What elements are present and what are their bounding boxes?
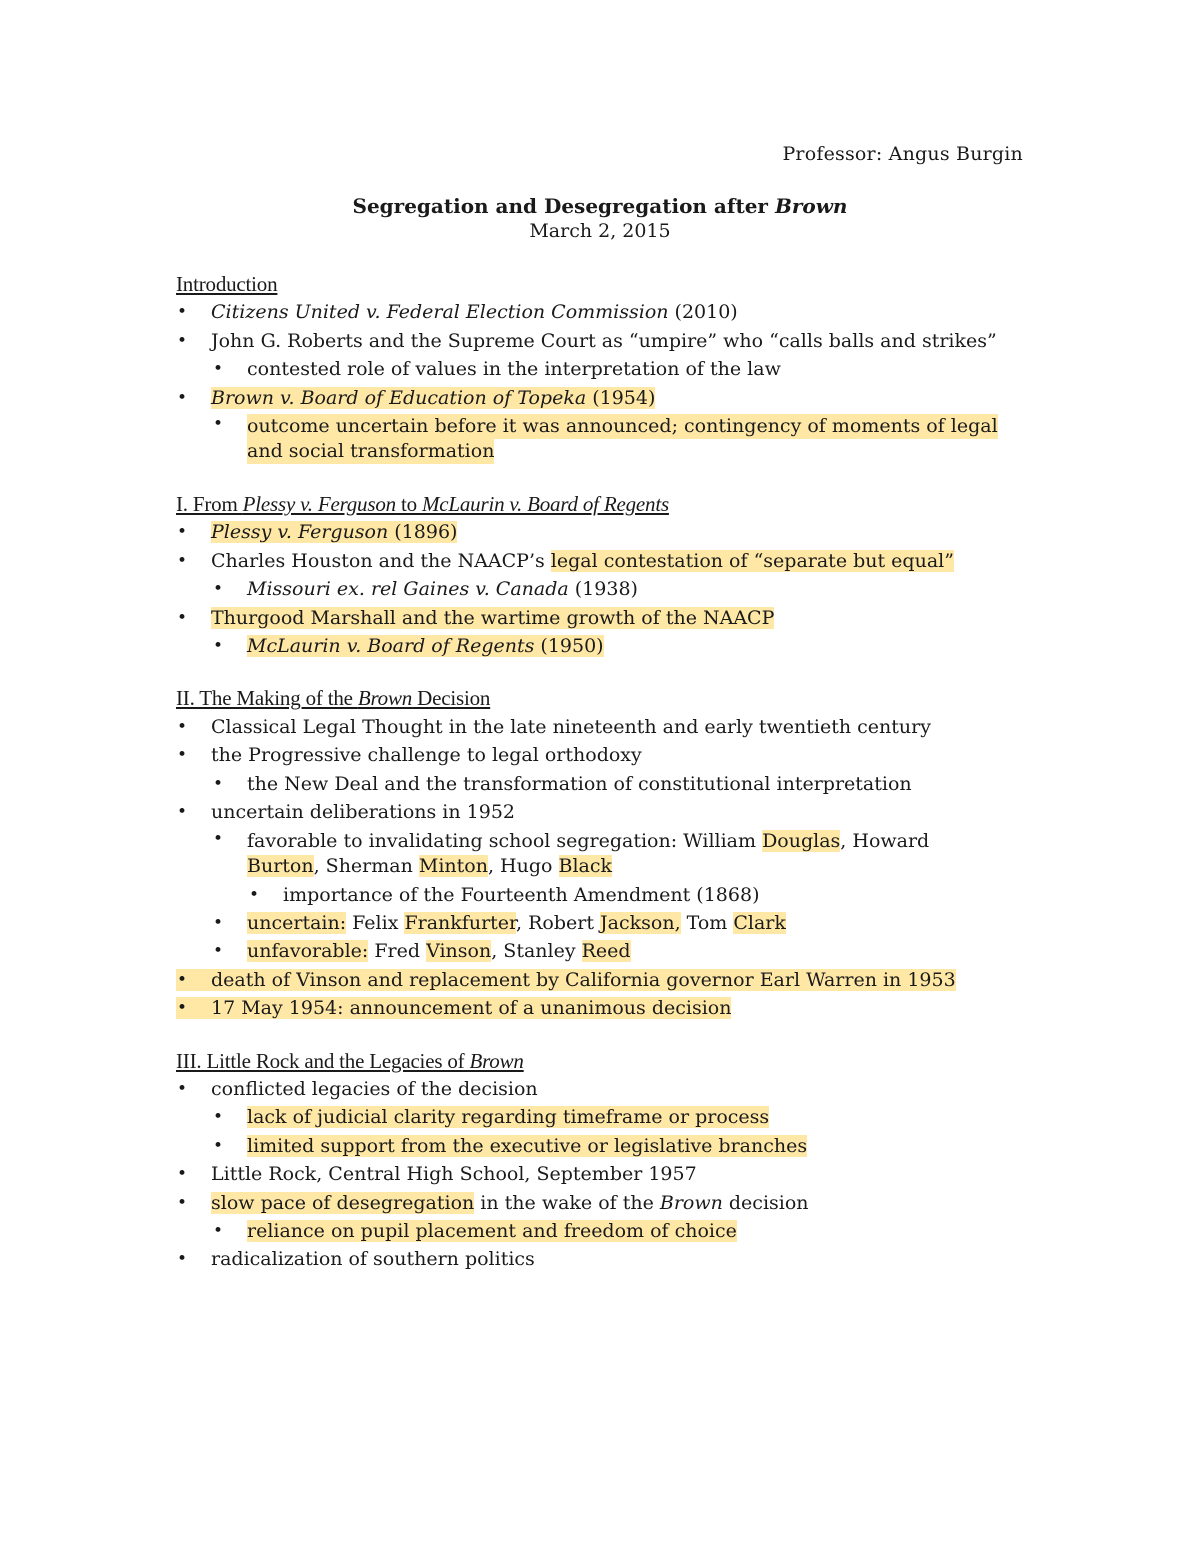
case-year: (1896) — [388, 521, 458, 544]
item-text: Tom — [680, 911, 734, 934]
highlighted-text — [211, 387, 655, 409]
list-item — [176, 1160, 1036, 1188]
case-name: Brown v. Board of Education of Topeka — [211, 386, 587, 409]
outline — [176, 270, 1036, 1274]
section-heading-3 — [176, 1047, 1036, 1075]
item-text: Fred — [368, 940, 427, 963]
item-text: , Howard — [840, 829, 930, 852]
item-text: Little Rock, Central High School, September 1957 — [211, 1163, 697, 1186]
highlighted-text: lack of judicial clarity regarding timeframe or process — [247, 1106, 770, 1129]
section-heading-introduction: Introduction — [176, 272, 278, 296]
highlighted-text — [176, 997, 731, 1019]
case-year: (2010) — [668, 301, 738, 324]
list-item — [176, 1132, 1036, 1160]
item-text: Felix — [346, 911, 405, 934]
list-item — [176, 798, 1036, 826]
list-item — [176, 518, 1036, 546]
list-item — [176, 881, 1036, 909]
item-text: radicalization of southern politics — [211, 1248, 535, 1271]
case-year: (1950) — [534, 635, 604, 658]
highlighted-text — [211, 521, 457, 543]
professor-line: Professor: Angus Burgin — [782, 143, 1023, 165]
item-text: the New Deal and the transformation of constitutional interpretation — [247, 772, 912, 795]
heading-italic: Plessy v. Ferguson — [242, 492, 396, 517]
case-name: Plessy v. Ferguson — [211, 521, 389, 544]
item-text: importance of the Fourteenth Amendment (1868) — [283, 883, 760, 906]
highlighted-text: and social transformation — [247, 440, 495, 463]
case-year: (1938) — [568, 578, 638, 601]
list-item — [176, 355, 1036, 383]
case-name: Citizens United v. Federal Election Commission — [211, 301, 669, 324]
heading-italic: Brown — [469, 1048, 524, 1073]
bullet-icon: • — [177, 1164, 188, 1185]
list-item — [176, 384, 1036, 412]
list-item — [176, 994, 1036, 1022]
bullet-icon: • — [213, 912, 224, 933]
list-item — [176, 1189, 1036, 1217]
bullet-icon: • — [213, 1107, 224, 1128]
case-name: McLaurin v. Board of Regents — [247, 635, 535, 658]
justice-name: Frankfurter — [404, 911, 517, 934]
highlighted-text: legal contestation of “separate but equal” — [550, 549, 954, 572]
heading-text: II. The Making of the — [176, 686, 358, 711]
heading-italic: Brown — [357, 686, 413, 711]
title-text: Segregation and Desegregation after — [352, 194, 775, 218]
heading-text: Decision — [412, 686, 491, 711]
bullet-icon: • — [177, 998, 188, 1019]
bullet-icon: • — [213, 773, 224, 794]
list-item — [176, 412, 1036, 466]
bullet-icon: • — [177, 1192, 188, 1213]
bullet-icon: • — [177, 302, 188, 323]
list-item — [176, 713, 1036, 741]
item-text: , Robert — [516, 911, 601, 934]
case-name: Brown — [659, 1191, 723, 1214]
list-item — [176, 909, 1036, 937]
item-text: Classical Legal Thought in the late nineteenth and early twentieth century — [211, 715, 931, 738]
bullet-icon: • — [213, 1135, 224, 1156]
item-text: decision — [722, 1191, 809, 1214]
item-text: , Hugo — [487, 854, 559, 877]
item-text: the Progressive challenge to legal orthodoxy — [211, 744, 642, 767]
heading-italic: McLaurin v. Board of Regents — [421, 492, 669, 517]
item-text: contested role of values in the interpretation of the law — [247, 358, 781, 381]
highlighted-text: Thurgood Marshall and the wartime growth of the NAACP — [211, 606, 775, 629]
list-item — [176, 1217, 1036, 1245]
list-item — [176, 298, 1036, 326]
justice-name: Minton — [418, 854, 488, 877]
bullet-icon: • — [213, 414, 224, 435]
highlighted-text — [213, 635, 604, 658]
item-text: 17 May 1954: announcement of a unanimous decision — [211, 997, 732, 1020]
list-item — [176, 547, 1036, 575]
list-item — [176, 770, 1036, 798]
bullet-icon: • — [177, 969, 188, 990]
justice-name: Vinson — [426, 940, 492, 963]
item-text: , Sherman — [313, 854, 419, 877]
list-item — [176, 1245, 1036, 1273]
section-heading-1 — [176, 490, 1036, 518]
heading-text: III. Little Rock and the Legacies of — [176, 1048, 470, 1073]
list-item — [176, 1103, 1036, 1131]
bullet-icon: • — [213, 941, 224, 962]
heading-text: I. From — [176, 492, 243, 517]
bullet-icon: • — [213, 636, 224, 657]
list-item — [176, 1075, 1036, 1103]
highlighted-text: slow pace of desegregation — [211, 1191, 475, 1214]
bullet-icon: • — [177, 716, 188, 737]
list-item — [176, 827, 1036, 881]
list-item — [176, 632, 1036, 660]
bullet-icon: • — [213, 1220, 224, 1241]
bullet-icon: • — [177, 522, 188, 543]
case-year: (1954) — [586, 386, 656, 409]
item-text: , Stanley — [491, 940, 582, 963]
heading-text: to — [395, 492, 422, 517]
bullet-icon: • — [177, 1078, 188, 1099]
highlighted-text: outcome uncertain before it was announced; contingency of moments of legal — [247, 415, 998, 438]
justice-name: Clark — [733, 911, 786, 934]
list-item — [176, 741, 1036, 769]
section-heading-2 — [176, 684, 1036, 712]
justice-name: Douglas — [762, 829, 841, 852]
list-item — [176, 966, 1036, 994]
justice-name: Reed — [581, 940, 631, 963]
title-italic: Brown — [774, 194, 848, 218]
item-text: favorable to invalidating school segregation: William — [247, 829, 763, 852]
bullet-icon: • — [177, 550, 188, 571]
justice-name: Burton — [247, 854, 314, 877]
bullet-icon: • — [213, 359, 224, 380]
bullet-icon: • — [177, 1249, 188, 1270]
highlighted-text: uncertain: — [247, 911, 347, 934]
case-name: Missouri ex. rel Gaines v. Canada — [247, 578, 569, 601]
justice-name: Jackson, — [600, 911, 681, 934]
bullet-icon: • — [177, 802, 188, 823]
bullet-icon: • — [177, 607, 188, 628]
bullet-icon: • — [177, 330, 188, 351]
highlighted-text: limited support from the executive or legislative branches — [247, 1134, 808, 1157]
list-item — [176, 604, 1036, 632]
item-text: John G. Roberts and the Supreme Court as “umpire” who “calls balls and strikes” — [211, 329, 997, 352]
bullet-icon: • — [177, 387, 188, 408]
item-text: death of Vinson and replacement by California governor Earl Warren in 1953 — [211, 968, 956, 991]
item-text: in the wake of the — [474, 1191, 660, 1214]
bullet-icon: • — [249, 884, 260, 905]
item-text: conflicted legacies of the decision — [211, 1077, 538, 1100]
list-item — [176, 327, 1036, 355]
highlighted-text — [176, 969, 956, 991]
highlighted-text: reliance on pupil placement and freedom of choice — [247, 1219, 737, 1242]
item-text: Charles Houston and the NAACP’s — [211, 549, 551, 572]
justice-name: Black — [558, 854, 613, 877]
highlighted-text: unfavorable: — [247, 940, 369, 963]
document-title — [0, 194, 1200, 218]
list-item — [176, 937, 1036, 965]
list-item — [176, 575, 1036, 603]
bullet-icon: • — [213, 828, 224, 849]
bullet-icon: • — [213, 579, 224, 600]
document-date: March 2, 2015 — [529, 220, 671, 242]
item-text: uncertain deliberations in 1952 — [211, 801, 516, 824]
bullet-icon: • — [177, 745, 188, 766]
